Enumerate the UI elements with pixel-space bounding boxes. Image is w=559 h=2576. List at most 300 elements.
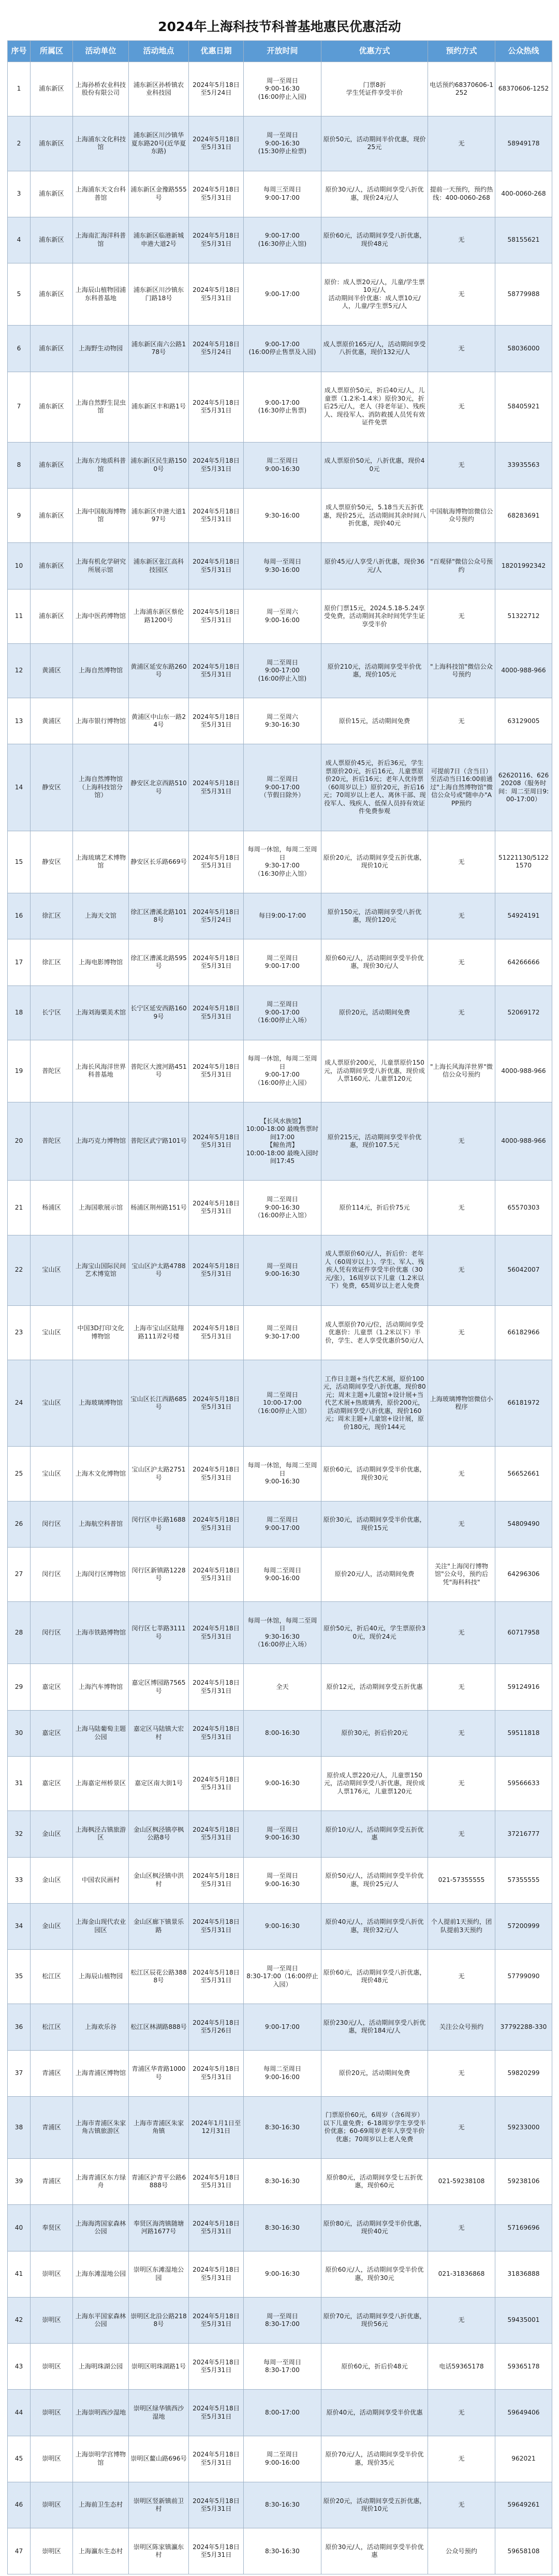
cell-booking: 无 (428, 1602, 495, 1664)
cell-place: 长宁区延安西路1609号 (129, 985, 189, 1040)
cell-booking: 电话预约68370606-1252 (428, 62, 495, 116)
cell-hours: 9:00-17:00 (244, 263, 321, 326)
cell-offer: 原价60元/人，活动期间享受半价优惠，现价30元 (321, 2251, 428, 2297)
cell-place: 黄浦区中山东一路24号 (129, 698, 189, 744)
cell-booking: 无 (428, 1950, 495, 2004)
cell-offer: 门票8折 学生凭证件享受半价 (321, 62, 428, 116)
cell-hotline: 68370606-1252 (495, 62, 552, 116)
cell-place: 徐汇区漕溪北路1018号 (129, 893, 189, 939)
cell-district: 崇明区 (31, 2344, 73, 2390)
cell-no: 1 (8, 62, 31, 116)
cell-unit: 上海国歌展示馆 (73, 1181, 129, 1235)
header-no: 序号 (8, 41, 31, 62)
offers-table (7, 40, 552, 2574)
table-row (8, 1102, 552, 1181)
cell-unit: 上海木文化博物馆 (73, 1447, 129, 1501)
cell-hours: 周一至周六 9:00-16:00 (244, 589, 321, 643)
cell-no: 24 (8, 1360, 31, 1447)
cell-district: 金山区 (31, 1811, 73, 1857)
table-row (8, 62, 552, 116)
cell-unit: 上海航空科普馆 (73, 1501, 129, 1547)
cell-district: 宝山区 (31, 1360, 73, 1447)
cell-hotline: 58779988 (495, 263, 552, 326)
cell-unit: 上海青浦区博物馆 (73, 2050, 129, 2096)
cell-date: 2024年5月18日至5月31日 (189, 2390, 244, 2436)
cell-offer: 原价30元/人，活动期间享受八折优惠，现价24元/人 (321, 171, 428, 217)
cell-unit: 上海东滩湿地公园 (73, 2251, 129, 2297)
cell-date: 2024年5月18日至5月31日 (189, 2159, 244, 2205)
cell-district: 青浦区 (31, 2050, 73, 2096)
cell-place: 静安区长乐路669号 (129, 831, 189, 893)
header-hours: 开放时间 (244, 41, 321, 62)
cell-unit: 上海辰山植物园浦东科普基地 (73, 263, 129, 326)
cell-unit: 上海金山现代农业园区 (73, 1903, 129, 1949)
cell-place: 普陀区大渡河路451号 (129, 1040, 189, 1102)
table-row (8, 2096, 552, 2158)
cell-district: 奉贤区 (31, 2205, 73, 2251)
cell-place: 宝山区沪太路4788号 (129, 1235, 189, 1305)
cell-date: 2024年5月18日至5月31日 (189, 263, 244, 326)
cell-offer: 原价60元，活动期间享受八折优惠，现价48元 (321, 1950, 428, 2004)
cell-district: 崇明区 (31, 2251, 73, 2297)
cell-date: 2024年5月18日至5月31日 (189, 1857, 244, 1903)
cell-unit: 中国3D打印文化博物馆 (73, 1305, 129, 1360)
cell-hours: 周一至周日 9:00-16:30 (16:00停止入园) (244, 62, 321, 116)
cell-hotline: 51221130/51221570 (495, 831, 552, 893)
cell-hotline: 63129005 (495, 698, 552, 744)
cell-district: 崇明区 (31, 2482, 73, 2528)
cell-place: 杨浦区荆州路151号 (129, 1181, 189, 1235)
cell-booking: 无 (428, 1664, 495, 1710)
cell-place: 松江区辰花公路3888号 (129, 1950, 189, 2004)
cell-date: 2024年5月18日至5月31日 (189, 1756, 244, 1810)
cell-offer: 原价门票15元，2024.5.18-5.24享受免费，活动期间其余时间凭学生证享受半价 (321, 589, 428, 643)
cell-no: 12 (8, 643, 31, 698)
cell-district: 松江区 (31, 2004, 73, 2050)
cell-booking: 无 (428, 1501, 495, 1547)
table-row (8, 831, 552, 893)
cell-place: 崇明区鳌山路696号 (129, 2436, 189, 2482)
cell-no: 41 (8, 2251, 31, 2297)
cell-booking: 无 (428, 372, 495, 442)
cell-date: 2024年5月18日至5月31日 (189, 1305, 244, 1360)
cell-unit: 上海东方地质科普馆 (73, 442, 129, 488)
cell-unit: 上海市青浦区朱家角古镇旅游区 (73, 2096, 129, 2158)
header-date: 优惠日期 (189, 41, 244, 62)
cell-hotline: 59820299 (495, 2050, 552, 2096)
cell-offer: 原价150元，活动期间享受八折优惠，现价120元 (321, 893, 428, 939)
cell-hours: 全天 (244, 1664, 321, 1710)
cell-hotline: 18201992342 (495, 543, 552, 589)
cell-hours: 9:00-16:30 (244, 1903, 321, 1949)
cell-place: 崇明区陈家镇瀛东村 (129, 2528, 189, 2574)
cell-booking: 无 (428, 1235, 495, 1305)
cell-date: 2024年5月18日至5月31日 (189, 116, 244, 171)
cell-unit: 上海中国航海博物馆 (73, 489, 129, 543)
cell-booking: 021-57355555 (428, 1857, 495, 1903)
cell-booking: 无 (428, 1305, 495, 1360)
cell-no: 40 (8, 2205, 31, 2251)
cell-no: 33 (8, 1857, 31, 1903)
cell-hours: 每周一休馆，每周二至周日 9:30-16:30 （16:00停止入场） (244, 1602, 321, 1664)
cell-hours: 周一至周日 9:00-16:30 (244, 1857, 321, 1903)
cell-hours: 8:00-17:00 (244, 2390, 321, 2436)
cell-unit: 上海长风海洋世界科普基地 (73, 1040, 129, 1102)
cell-hours: 8:30-16:30 (244, 2096, 321, 2158)
cell-offer: 原价80元，活动期间享受七五折优惠，现价60元 (321, 2159, 428, 2205)
cell-booking: 无 (428, 326, 495, 372)
cell-place: 浦东新区申港大道197号 (129, 489, 189, 543)
cell-booking: "百观驿"微信公众号预约 (428, 543, 495, 589)
cell-no: 34 (8, 1903, 31, 1949)
cell-no: 11 (8, 589, 31, 643)
cell-district: 浦东新区 (31, 62, 73, 116)
cell-place: 金山区枫泾镇中洪村 (129, 1857, 189, 1903)
cell-hours: 周二至周日 10:00-17:00 （16:00停止入馆） (244, 1360, 321, 1447)
cell-no: 32 (8, 1811, 31, 1857)
table-header-row (8, 41, 552, 62)
cell-place: 崇明区绿华镇西沙湿地 (129, 2390, 189, 2436)
cell-hotline: 33935563 (495, 442, 552, 488)
table-row (8, 1305, 552, 1360)
cell-booking: 公众号预约 (428, 2528, 495, 2574)
cell-unit: 上海巧克力博物馆 (73, 1102, 129, 1181)
cell-hotline: 59233000 (495, 2096, 552, 2158)
cell-offer: 原价70元，活动期间享受八折优惠，现价56元 (321, 2297, 428, 2343)
cell-date: 2024年5月18日至5月31日 (189, 744, 244, 831)
cell-district: 浦东新区 (31, 543, 73, 589)
cell-place: 徐汇区漕溪北路595号 (129, 939, 189, 985)
cell-hotline: 65570303 (495, 1181, 552, 1235)
cell-no: 45 (8, 2436, 31, 2482)
cell-booking: "上海长风海洋世界"微信公众号预约 (428, 1040, 495, 1102)
cell-booking: 无 (428, 263, 495, 326)
cell-booking: 提前一天预约，预约热线：400-0060-268 (428, 171, 495, 217)
cell-hotline: 59658108 (495, 2528, 552, 2574)
cell-district: 崇明区 (31, 2390, 73, 2436)
cell-date: 2024年5月18日至5月31日 (189, 831, 244, 893)
cell-hours: 每周一休馆，每周二至周日 9:00-16:30 (244, 1447, 321, 1501)
cell-unit: 上海浦东天文台科普馆 (73, 171, 129, 217)
cell-offer: 原价50元，活动期间半价优惠，现价25元 (321, 116, 428, 171)
cell-offer: 原价30元，折后价20元 (321, 1710, 428, 1756)
cell-no: 42 (8, 2297, 31, 2343)
cell-date: 2024年5月18日至5月31日 (189, 2528, 244, 2574)
cell-hotline: 400-0060-268 (495, 171, 552, 217)
cell-place: 崇明区北沿公路2188号 (129, 2297, 189, 2343)
cell-hours: 每周一休馆，每周二至周日 9:30-17:00 （16:30停止入馆） (244, 831, 321, 893)
cell-hours: 9:00-17:00 (244, 2004, 321, 2050)
page-title: 2024年上海科技节科普基地惠民优惠活动 (158, 19, 401, 34)
cell-hours: 每周三至周日 9:00-17:00 (244, 171, 321, 217)
cell-hotline: 59365178 (495, 2344, 552, 2390)
cell-unit: 上海天文馆 (73, 893, 129, 939)
cell-place: 崇明区竖新镇前卫村 (129, 2482, 189, 2528)
cell-district: 崇明区 (31, 2528, 73, 2574)
cell-offer: 原价40元/人，活动期间享受八折优惠，现价32元/人 (321, 1903, 428, 1949)
cell-hotline: 59238106 (495, 2159, 552, 2205)
header-unit: 活动单位 (73, 41, 129, 62)
cell-date: 2024年5月18日至5月31日 (189, 1040, 244, 1102)
table-row (8, 1501, 552, 1547)
header-booking: 预约方式 (428, 41, 495, 62)
cell-no: 4 (8, 217, 31, 263)
cell-date: 2024年5月18日至5月31日 (189, 1102, 244, 1181)
cell-unit: 上海南汇海洋科普馆 (73, 217, 129, 263)
cell-unit: 上海自然博物馆 (73, 643, 129, 698)
cell-hours: 【长风水族馆】 10:00-18:00 最晚售票时间17:00 【鲸鱼湾】 10:00-18:00 最晚入园时间17:45 (244, 1102, 321, 1181)
cell-booking: 无 (428, 939, 495, 985)
cell-booking: 上海玻璃博物馆微信小程序 (428, 1360, 495, 1447)
cell-no: 13 (8, 698, 31, 744)
cell-hotline: 57169696 (495, 2205, 552, 2251)
cell-booking: 个人提前1天预约，团队提前3天预约 (428, 1903, 495, 1949)
cell-date: 2024年5月18日至5月31日 (189, 543, 244, 589)
cell-booking: "上海科技馆"微信公众号预约 (428, 643, 495, 698)
cell-date: 2024年5月18日至5月31日 (189, 489, 244, 543)
cell-district: 宝山区 (31, 1305, 73, 1360)
cell-hours: 周二至周日 9:30-17:00 (244, 1305, 321, 1360)
cell-date: 2024年5月18日至5月24日 (189, 326, 244, 372)
table-row (8, 171, 552, 217)
cell-district: 嘉定区 (31, 1756, 73, 1810)
cell-unit: 上海野生动物园 (73, 326, 129, 372)
cell-no: 29 (8, 1664, 31, 1710)
header-hotline: 公众热线 (495, 41, 552, 62)
cell-hotline: 57200999 (495, 1903, 552, 1949)
cell-hotline: 962021 (495, 2436, 552, 2482)
cell-unit: 上海辰山植物园 (73, 1950, 129, 2004)
cell-unit: 上海欢乐谷 (73, 2004, 129, 2050)
cell-hotline: 59566633 (495, 1756, 552, 1810)
cell-offer: 原价60元，折后价48元 (321, 2344, 428, 2390)
table-row (8, 1664, 552, 1710)
cell-booking: 021-59238108 (428, 2159, 495, 2205)
table-row (8, 263, 552, 326)
cell-district: 浦东新区 (31, 589, 73, 643)
cell-unit: 上海有机化学研究所展示馆 (73, 543, 129, 589)
table-row (8, 1710, 552, 1756)
cell-offer: 原价80元，活动期间享受半价优惠，现价40元 (321, 2205, 428, 2251)
cell-date: 2024年5月18日至5月24日 (189, 62, 244, 116)
cell-no: 5 (8, 263, 31, 326)
table-row (8, 985, 552, 1040)
cell-district: 金山区 (31, 1857, 73, 1903)
cell-date: 2024年5月18日至5月31日 (189, 2251, 244, 2297)
cell-place: 浦东新区南六公路178号 (129, 326, 189, 372)
cell-no: 6 (8, 326, 31, 372)
cell-date: 2024年5月18日至5月31日 (189, 1903, 244, 1949)
cell-district: 闵行区 (31, 1602, 73, 1664)
cell-date: 2024年5月18日至5月31日 (189, 1360, 244, 1447)
table-row (8, 1602, 552, 1664)
cell-district: 宝山区 (31, 1447, 73, 1501)
cell-hours: 每周二至周日 9:00-16:00 (244, 1547, 321, 1601)
cell-hours: 周一至周日 8:30-17:00 (244, 2297, 321, 2343)
cell-date: 2024年5月18日至5月31日 (189, 2436, 244, 2482)
cell-hotline: 59124916 (495, 1664, 552, 1710)
cell-unit: 上海自然野生昆虫馆 (73, 372, 129, 442)
cell-no: 10 (8, 543, 31, 589)
cell-offer: 原价20元，活动期间享受五折优惠，现价10元 (321, 2482, 428, 2528)
table-row (8, 2390, 552, 2436)
cell-place: 上海市宝山区陆翔路111弄2号楼 (129, 1305, 189, 1360)
cell-booking: 无 (428, 698, 495, 744)
cell-hours: 9:00-17:00 (16:30停止售票) (244, 372, 321, 442)
table-row (8, 217, 552, 263)
cell-offer: 原价20元，活动期间享受五折优惠，现价10元 (321, 831, 428, 893)
table-row (8, 2251, 552, 2297)
cell-place: 静安区北京西路510号 (129, 744, 189, 831)
cell-no: 43 (8, 2344, 31, 2390)
cell-no: 2 (8, 116, 31, 171)
cell-offer: 原价30元/人，活动期间享受半价优惠 (321, 2528, 428, 2574)
cell-district: 松江区 (31, 1950, 73, 2004)
cell-hotline: 64266666 (495, 939, 552, 985)
cell-hours: 8:30-16:30 (244, 2528, 321, 2574)
cell-hotline: 58405921 (495, 372, 552, 442)
cell-date: 2024年1月1日至12月31日 (189, 2096, 244, 2158)
cell-place: 松江区林湖路888号 (129, 2004, 189, 2050)
cell-hours: 周二至周日 9:00-17:00 (16:00停止入馆) (244, 643, 321, 698)
cell-date: 2024年5月18日至5月31日 (189, 1710, 244, 1756)
cell-hours: 9:00-17:00 (16:00停止售票及入园) (244, 326, 321, 372)
cell-offer: 成人票原价50元，八折优惠，现价40元 (321, 442, 428, 488)
cell-hotline: 56652661 (495, 1447, 552, 1501)
cell-no: 18 (8, 985, 31, 1040)
cell-place: 青浦区沪青平公路6888号 (129, 2159, 189, 2205)
cell-no: 9 (8, 489, 31, 543)
cell-date: 2024年5月18日至5月31日 (189, 1950, 244, 2004)
table-row (8, 698, 552, 744)
cell-offer: 原价20元，活动期间免费 (321, 985, 428, 1040)
cell-hotline: 57355555 (495, 1857, 552, 1903)
cell-hotline: 54924191 (495, 893, 552, 939)
cell-hotline: 52069172 (495, 985, 552, 1040)
table-row (8, 1360, 552, 1447)
cell-district: 嘉定区 (31, 1710, 73, 1756)
cell-hotline: 59511818 (495, 1710, 552, 1756)
cell-offer: 原价70元/人，活动期间享受半价优惠，现价35元 (321, 2436, 428, 2482)
cell-date: 2024年5月18日至5月31日 (189, 1547, 244, 1601)
table-row (8, 1857, 552, 1903)
cell-hours: 9:30-16:00 (244, 489, 321, 543)
table-row (8, 1235, 552, 1305)
header-offer: 优惠方式 (321, 41, 428, 62)
cell-district: 青浦区 (31, 2096, 73, 2158)
cell-date: 2024年5月18日至5月31日 (189, 1181, 244, 1235)
table-row (8, 2528, 552, 2574)
cell-unit: 上海东平国家森林公园 (73, 2297, 129, 2343)
cell-unit: 上海枫泾古镇旅游区 (73, 1811, 129, 1857)
cell-booking: 无 (428, 831, 495, 893)
table-row (8, 939, 552, 985)
cell-hotline: 58036000 (495, 326, 552, 372)
cell-date: 2024年5月18日至5月31日 (189, 2297, 244, 2343)
cell-place: 上海浦东新区蔡伦路1200号 (129, 589, 189, 643)
cell-place: 闵行区新镇路1228号 (129, 1547, 189, 1601)
cell-unit: 上海崇明西沙湿地 (73, 2390, 129, 2436)
cell-district: 宝山区 (31, 1235, 73, 1305)
cell-hours: 周二至周日 9:00-16:30 （16:00停止入馆） (244, 1181, 321, 1235)
cell-booking: 无 (428, 1447, 495, 1501)
cell-offer: 原价成人票220元/人，儿童票150元，活动期间享受八折优惠，现价成人票176元，儿童票120元 (321, 1756, 428, 1810)
cell-hotline: 64296306 (495, 1547, 552, 1601)
cell-booking: 无 (428, 589, 495, 643)
cell-booking: 无 (428, 2050, 495, 2096)
cell-no: 28 (8, 1602, 31, 1664)
cell-date: 2024年5月18日至5月31日 (189, 1664, 244, 1710)
cell-hours: 周二至周六 9:30-16:30 (244, 698, 321, 744)
cell-date: 2024年5月18日至5月31日 (189, 217, 244, 263)
cell-place: 上海市青浦区朱家角镇 (129, 2096, 189, 2158)
cell-offer: 原价20元/人，活动期间免费 (321, 1547, 428, 1601)
cell-booking: 无 (428, 1181, 495, 1235)
cell-date: 2024年5月18日至5月31日 (189, 698, 244, 744)
cell-no: 16 (8, 893, 31, 939)
cell-hotline: 60717958 (495, 1602, 552, 1664)
cell-place: 崇明区东滩湿地公园 (129, 2251, 189, 2297)
cell-place: 金山区枫泾镇亭枫公路8号 (129, 1811, 189, 1857)
cell-hours: 8:30-16:30 (244, 2205, 321, 2251)
cell-date: 2024年5月18日至5月31日 (189, 1235, 244, 1305)
cell-booking: 无 (428, 1756, 495, 1810)
table-body (8, 62, 552, 2574)
cell-district: 静安区 (31, 744, 73, 831)
cell-district: 普陀区 (31, 1040, 73, 1102)
cell-booking: 无 (428, 116, 495, 171)
cell-hotline: 54809490 (495, 1501, 552, 1547)
cell-unit: 上海前卫生态村 (73, 2482, 129, 2528)
cell-place: 浦东新区孙桥镇农业科技园 (129, 62, 189, 116)
cell-no: 37 (8, 2050, 31, 2096)
cell-offer: 原价50元，折后40元，学生票原价30元，现价24元 (321, 1602, 428, 1664)
cell-unit: 上海孙桥农业科技股份有限公司 (73, 62, 129, 116)
table-row (8, 2297, 552, 2343)
cell-place: 黄浦区延安东路260号 (129, 643, 189, 698)
cell-hours: 每日9:00-17:00 (244, 893, 321, 939)
cell-district: 浦东新区 (31, 116, 73, 171)
cell-offer: 原价15元，活动期间免费 (321, 698, 428, 744)
cell-district: 闵行区 (31, 1501, 73, 1547)
cell-district: 崇明区 (31, 2436, 73, 2482)
cell-no: 3 (8, 171, 31, 217)
header-district: 所属区 (31, 41, 73, 62)
cell-offer: 原价20元，活动期间免费 (321, 2050, 428, 2096)
table-row (8, 326, 552, 372)
table-row (8, 893, 552, 939)
cell-place: 浦东新区金豫路555号 (129, 171, 189, 217)
cell-district: 徐汇区 (31, 893, 73, 939)
cell-offer: 原价230元/人，活动期间享受八折优惠，现价184元/人 (321, 2004, 428, 2050)
cell-offer: 成人票原价165元/人，活动期间享受八折优惠，现价132元/人 (321, 326, 428, 372)
table-row (8, 2344, 552, 2390)
cell-offer: 原价50元/人，活动期间享受半价优惠，现价25元/人 (321, 1857, 428, 1903)
cell-no: 25 (8, 1447, 31, 1501)
cell-hotline: 51322712 (495, 589, 552, 643)
cell-hotline: 68283691 (495, 489, 552, 543)
cell-date: 2024年5月18日至5月31日 (189, 589, 244, 643)
cell-hotline: 31836888 (495, 2251, 552, 2297)
cell-hours: 周一至周日 8:30-17:00（16:00停止入园） (244, 1950, 321, 2004)
cell-booking: 中国航海博物馆微信公众号预约 (428, 489, 495, 543)
cell-hours: 每周一至周日 9:30-16:00 (244, 543, 321, 589)
cell-hotline: 59649406 (495, 2390, 552, 2436)
cell-booking: 无 (428, 985, 495, 1040)
cell-booking: 无 (428, 442, 495, 488)
cell-booking: 无 (428, 1710, 495, 1756)
cell-booking: 无 (428, 2096, 495, 2158)
